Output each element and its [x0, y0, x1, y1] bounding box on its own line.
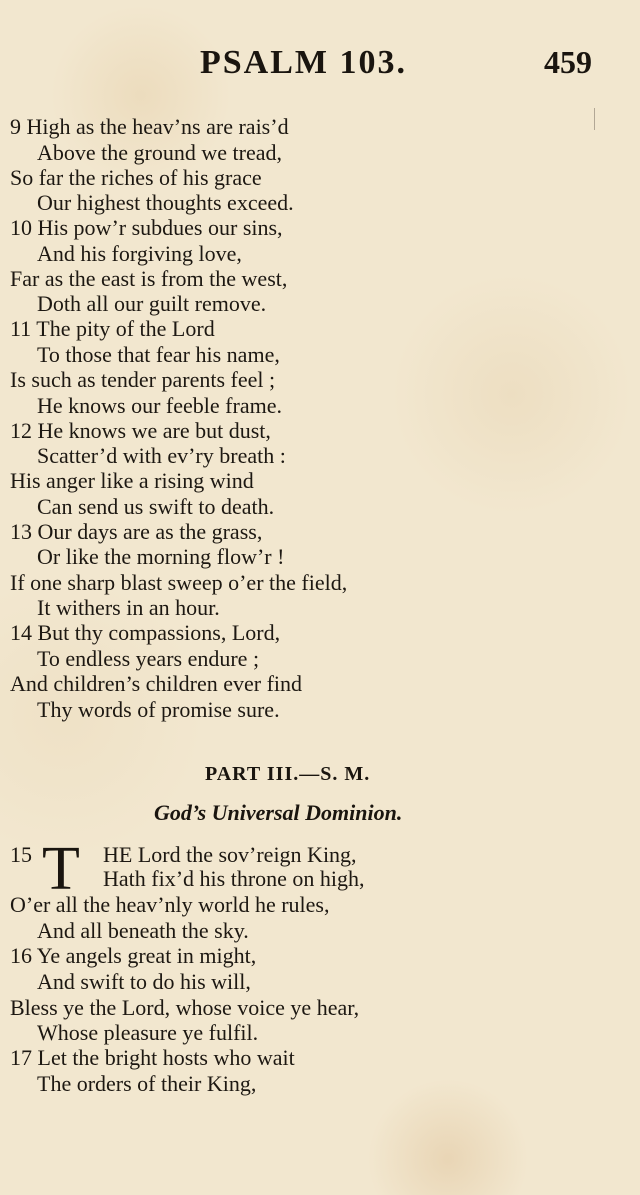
verse-line: 11 The pity of the Lord	[10, 316, 215, 341]
verse-line: His anger like a rising wind	[10, 468, 254, 493]
verse-line: Hath fix’d his throne on high,	[103, 866, 365, 891]
verse-line: HE Lord the sov’reign King,	[103, 842, 357, 867]
verse-line: 17 Let the bright hosts who wait	[10, 1045, 295, 1070]
verse-line: Or like the morning flow’r !	[37, 544, 285, 569]
verse-line: Above the ground we tread,	[37, 140, 282, 165]
verse-number: 16	[10, 943, 32, 968]
verse-line: Scatter’d with ev’ry breath :	[37, 443, 286, 468]
verse-line: Can send us swift to death.	[37, 494, 275, 519]
verse-number: 12	[10, 418, 32, 443]
verse-line: And swift to do his will,	[37, 969, 251, 994]
verse-number: 10	[10, 215, 32, 240]
verse-line: To endless years endure ;	[37, 646, 260, 671]
section-subtitle: God’s Universal Dominion.	[154, 800, 403, 825]
verse-number: 14	[10, 620, 32, 645]
verse-line: 13 Our days are as the grass,	[10, 519, 263, 544]
verse-number: 13	[10, 519, 32, 544]
part-heading: PART III.—S. M.	[205, 763, 371, 785]
verse-line: And all beneath the sky.	[37, 918, 249, 943]
verse-line: So far the riches of his grace	[10, 165, 262, 190]
verse-line: 10 His pow’r subdues our sins,	[10, 215, 283, 240]
verse-line: Far as the east is from the west,	[10, 266, 288, 291]
page-number: 459	[544, 44, 592, 80]
verse-line: To those that fear his name,	[37, 342, 280, 367]
verse-line: 12 He knows we are but dust,	[10, 418, 271, 443]
verse-line: Bless ye the Lord, whose voice ye hear,	[10, 995, 360, 1020]
verse-line: And children’s children ever find	[10, 671, 303, 696]
verse-line: He knows our feeble frame.	[37, 393, 282, 418]
verse-line: O’er all the heav’nly world he rules,	[10, 892, 330, 917]
verse-line: If one sharp blast sweep o’er the field,	[10, 570, 348, 595]
verse-line: The orders of their King,	[37, 1071, 257, 1096]
verse-line: It withers in an hour.	[37, 595, 220, 620]
verse-line: And his forgiving love,	[37, 241, 242, 266]
verse-number: 17	[10, 1045, 32, 1070]
drop-cap: T	[42, 835, 80, 903]
verse-number: 11	[10, 316, 32, 341]
verse-line: 9 High as the heav’ns are rais’d	[10, 114, 289, 139]
running-head: PSALM 103.	[200, 44, 407, 81]
verse-line: 16 Ye angels great in might,	[10, 943, 257, 968]
verse-line: Our highest thoughts exceed.	[37, 190, 294, 215]
verse-line: Is such as tender parents feel ;	[10, 367, 276, 392]
verse-line: Thy words of promise sure.	[37, 697, 280, 722]
verse-number: 9	[10, 114, 21, 139]
verse-line: 14 But thy compassions, Lord,	[10, 620, 281, 645]
verse-line: Doth all our guilt remove.	[37, 291, 267, 316]
margin-mark	[594, 108, 595, 130]
verse-line: Whose pleasure ye fulfil.	[37, 1020, 259, 1045]
verse-number: 15	[10, 842, 32, 867]
